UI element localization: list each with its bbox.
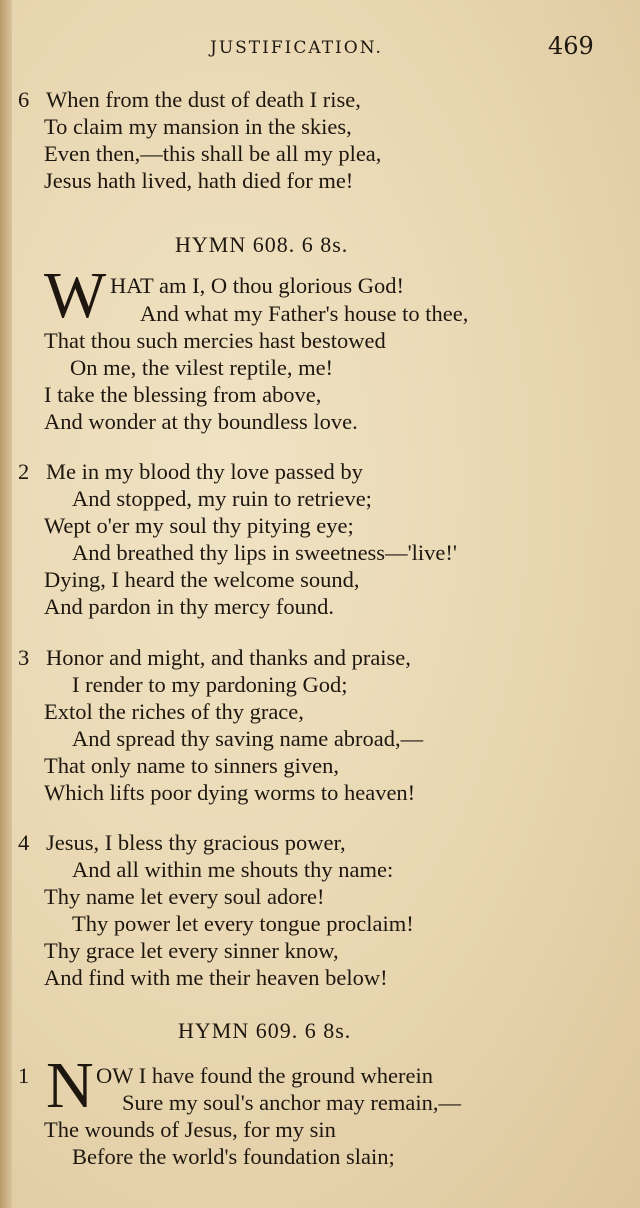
verse-line: Honor and might, and thanks and praise, [46,645,411,670]
verse-line: That thou such mercies hast bestowed [44,328,386,353]
stanza-number: 6 [18,87,30,112]
page-number: 469 [548,32,594,60]
verse-line: And stopped, my ruin to retrieve; [72,486,372,511]
verse-line: To claim my mansion in the skies, [44,114,352,139]
verse-line: Sure my soul's anchor may remain,— [122,1090,461,1115]
stanza-number: 4 [18,830,30,855]
verse-line: And what my Father's house to thee, [140,301,469,326]
verse-line: And find with me their heaven below! [44,965,388,990]
verse-line: Before the world's foundation slain; [72,1144,395,1169]
verse-line: That only name to sinners given, [44,753,339,778]
verse-line: Even then,—this shall be all my plea, [44,141,382,166]
verse-line: Jesus, I bless thy gracious power, [46,830,346,855]
verse-line: Extol the riches of thy grace, [44,699,304,724]
verse-line: Thy name let every soul adore! [44,884,325,909]
verse-line: I render to my pardoning God; [72,672,348,697]
verse-line: The wounds of Jesus, for my sin [44,1117,336,1142]
page-edge [0,0,12,1208]
verse-line: OW I have found the ground wherein [96,1063,433,1088]
verse-line: Wept o'er my soul thy pitying eye; [44,513,354,538]
verse-line: Me in my blood thy love passed by [46,459,363,484]
running-title: JUSTIFICATION. [210,38,383,58]
hymn-title: HYMN 608. 6 8s. [175,232,349,257]
verse-line: When from the dust of death I rise, [46,87,361,112]
stanza-number: 2 [18,459,30,484]
verse-line: Thy power let every tongue proclaim! [72,911,414,936]
verse-line: And pardon in thy mercy found. [44,594,334,619]
verse-line: And wonder at thy boundless love. [44,409,358,434]
verse-line: Jesus hath lived, hath died for me! [44,168,354,193]
drop-cap: W [44,259,107,332]
stanza-number: 1 [18,1063,30,1088]
verse-line: Which lifts poor dying worms to heaven! [44,780,416,805]
verse-line: Dying, I heard the welcome sound, [44,567,360,592]
verse-line: And spread thy saving name abroad,— [72,726,424,751]
verse-line: On me, the vilest reptile, me! [70,355,334,380]
drop-cap: N [46,1049,94,1122]
verse-line: I take the blessing from above, [44,382,322,407]
hymn-title: HYMN 609. 6 8s. [178,1018,352,1043]
verse-line: Thy grace let every sinner know, [44,938,339,963]
verse-line: And all within me shouts thy name: [72,857,394,882]
verse-line: And breathed thy lips in sweetness—'live!' [72,540,457,565]
verse-line: HAT am I, O thou glorious God! [110,273,404,298]
stanza-number: 3 [18,645,30,670]
